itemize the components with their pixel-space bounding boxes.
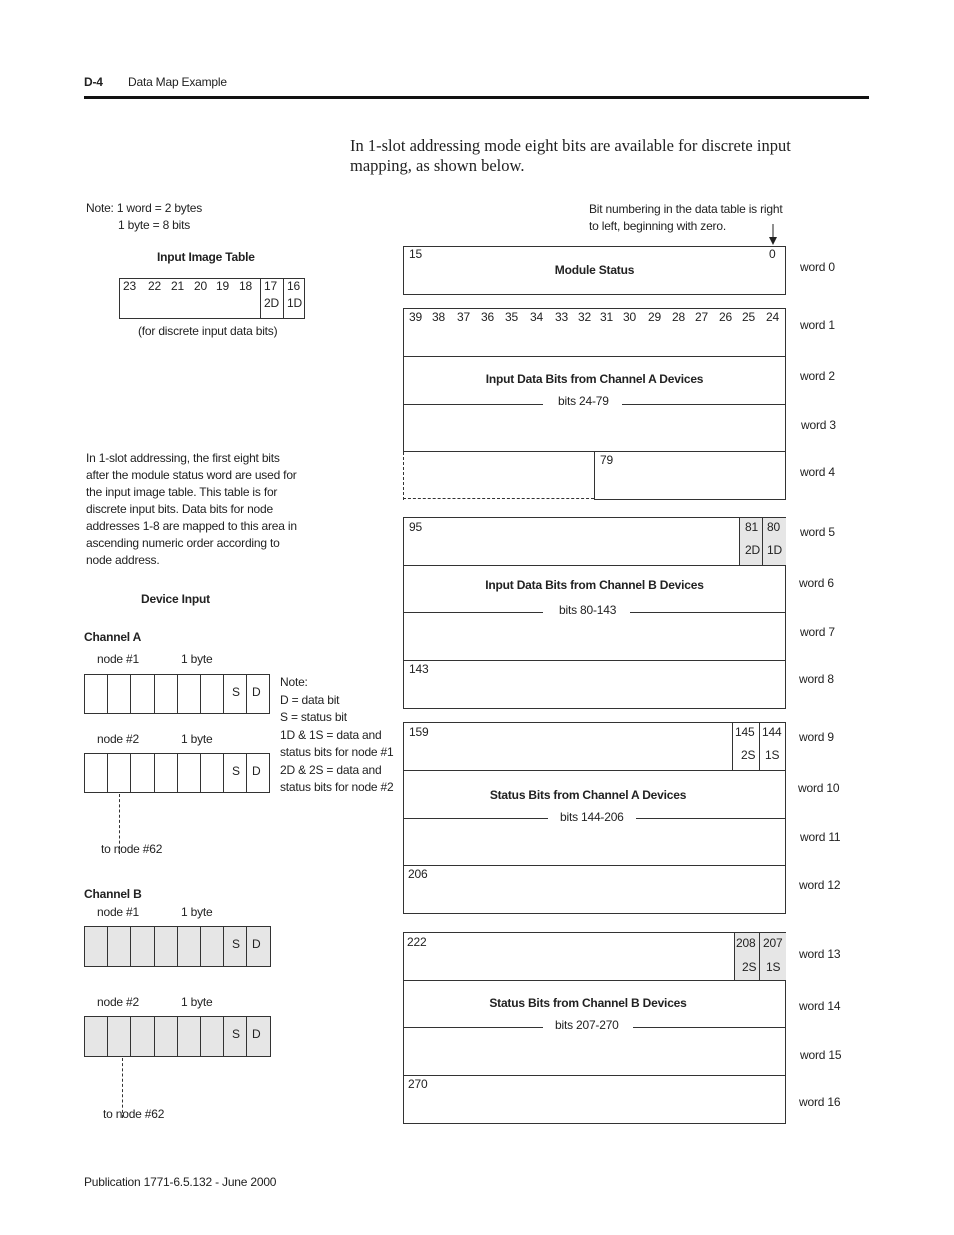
chb-node1-label: node #1 (97, 905, 139, 919)
channel-a-data-end-bit: 79 (600, 453, 613, 467)
word-label: word 2 (800, 369, 835, 383)
status-bit-label: S (232, 685, 240, 699)
channel-a-status-range: bits 144-206 (560, 810, 624, 824)
status-bit-label: S (232, 1027, 240, 1041)
word-label: word 14 (799, 999, 841, 1013)
word1-bit: 26 (719, 310, 732, 324)
note-word-line1: Note: 1 word = 2 bytes (86, 201, 202, 215)
iit-bit: 19 (216, 279, 229, 293)
channel-a-status-end-bit: 206 (408, 867, 428, 881)
cha-node1-byte: 1 byte (181, 652, 213, 666)
word-label: word 4 (800, 465, 835, 479)
word1-bit: 33 (555, 310, 568, 324)
bit207-label: 207 (763, 936, 783, 950)
data-bit-label: D (252, 764, 261, 778)
module-status-bit-low: 0 (769, 247, 776, 261)
bit144-sub: 1S (765, 748, 780, 762)
input-image-table-title: Input Image Table (157, 250, 255, 264)
cha-node2-label: node #2 (97, 732, 139, 746)
word-label: word 0 (800, 260, 835, 274)
intro-paragraph: In 1-slot addressing mode eight bits are available for discrete input mapping, as shown below. (350, 136, 791, 175)
data-bit-label: D (252, 685, 261, 699)
word-label: word 9 (799, 730, 834, 744)
chb-to-node: to node #62 (103, 1107, 165, 1121)
iit-bit: 17 (264, 279, 277, 293)
iit-divider-2 (283, 278, 284, 319)
word1-bit: 38 (432, 310, 445, 324)
iit-bit: 20 (194, 279, 207, 293)
section-title: Data Map Example (128, 75, 227, 89)
iit-bit: 18 (239, 279, 252, 293)
channel-b-status-title: Status Bits from Channel B Devices (489, 996, 687, 1010)
word-label: word 5 (800, 525, 835, 539)
arrow-down-icon (768, 224, 778, 246)
iit-bit: 22 (148, 279, 161, 293)
word-label: word 3 (801, 418, 836, 432)
word1-bit: 36 (481, 310, 494, 324)
note-word-line2: 1 byte = 8 bits (118, 218, 191, 232)
header-rule (84, 96, 869, 99)
iit-bit: 16 (287, 279, 300, 293)
word1-bit: 24 (766, 310, 779, 324)
bit81-sub: 2D (745, 543, 760, 557)
data-bit-label: D (252, 1027, 261, 1041)
iit-bit: 21 (171, 279, 184, 293)
device-input-title: Device Input (141, 592, 210, 606)
iit-caption: (for discrete input data bits) (138, 324, 278, 338)
word1-bit: 29 (648, 310, 661, 324)
cha-node2-byte: 1 byte (181, 732, 213, 746)
module-status-title: Module Status (554, 263, 635, 277)
bit-numbering-note-line1: Bit numbering in the data table is right (589, 202, 783, 216)
word1-bit: 37 (457, 310, 470, 324)
chb-node1-byte: 1 byte (181, 905, 213, 919)
word1-bit: 35 (505, 310, 518, 324)
iit-divider-1 (260, 278, 261, 319)
bit208-label: 208 (736, 936, 756, 950)
word-label: word 12 (799, 878, 841, 892)
chb-node2-byte: 1 byte (181, 995, 213, 1009)
channel-b-status-range: bits 207-270 (555, 1018, 619, 1032)
channel-a-status-start-bit: 159 (409, 725, 429, 739)
word-label: word 10 (798, 781, 840, 795)
word4-dashed-bottom (403, 498, 594, 499)
word1-bit: 39 (409, 310, 422, 324)
channel-b-status-end-bit: 270 (408, 1077, 428, 1091)
channel-b-status-start-bit: 222 (407, 935, 427, 949)
iit-bit: 23 (123, 279, 136, 293)
footer-publication: Publication 1771-6.5.132 - June 2000 (84, 1175, 277, 1189)
word-label: word 8 (799, 672, 834, 686)
bit80-sub: 1D (767, 543, 782, 557)
bit145-label: 145 (735, 725, 755, 739)
bit81-label: 81 (745, 520, 758, 534)
bit144-label: 144 (762, 725, 782, 739)
word-label: word 1 (800, 318, 835, 332)
bit207-sub: 1S (766, 960, 781, 974)
channel-a-status-title: Status Bits from Channel A Devices (489, 788, 687, 802)
channel-b-end-bit: 143 (409, 662, 429, 676)
channel-b-data-range: bits 80-143 (559, 603, 617, 617)
word-label: word 16 (799, 1095, 841, 1109)
word1-bit: 34 (530, 310, 543, 324)
word-label: word 11 (800, 830, 841, 844)
word4-dashed-left (403, 452, 404, 500)
channel-a-title: Channel A (84, 630, 142, 644)
chb-node2-label: node #2 (97, 995, 139, 1009)
word-label: word 13 (799, 947, 841, 961)
module-status-bit-high: 15 (409, 247, 422, 261)
word1-bit: 28 (672, 310, 685, 324)
channel-a-data-title: Input Data Bits from Channel A Devices (485, 372, 704, 386)
iit-bit-sub: 2D (264, 296, 279, 310)
word1-bit: 30 (623, 310, 636, 324)
status-bit-label: S (232, 764, 240, 778)
iit-bit-sub: 1D (287, 296, 302, 310)
status-bit-label: S (232, 937, 240, 951)
channel-b-title: Channel B (84, 887, 142, 901)
channel-b-data-title: Input Data Bits from Channel B Devices (485, 578, 704, 592)
word-label: word 7 (800, 625, 835, 639)
page-number: D-4 (84, 75, 103, 89)
slot-addressing-paragraph: In 1-slot addressing, the first eight bits after the module status word are used for the input image table. This table is for discrete input bits. Data bits for node addresses 1-8 are mapped to this area in ascending numeric order according to node address. (86, 451, 297, 567)
word1-bit: 27 (695, 310, 708, 324)
channel-a-data-range: bits 24-79 (558, 394, 609, 408)
data-bit-label: D (252, 937, 261, 951)
bit208-sub: 2S (742, 960, 757, 974)
word1-bit: 32 (578, 310, 591, 324)
bit145-sub: 2S (741, 748, 756, 762)
channel-b-start-bit: 95 (409, 520, 422, 534)
cha-to-node: to node #62 (101, 842, 163, 856)
bit-numbering-note-line2: to left, beginning with zero. (589, 219, 726, 233)
bit80-label: 80 (767, 520, 780, 534)
bit-legend: Note: D = data bit S = status bit 1D & 1S = data and status bits for node #1 2D & 2S = data and status bits for node #2 (280, 675, 394, 794)
word-label: word 15 (800, 1048, 842, 1062)
word-label: word 6 (799, 576, 834, 590)
word1-bit: 31 (600, 310, 613, 324)
cha-node1-label: node #1 (97, 652, 139, 666)
word1-bit: 25 (742, 310, 755, 324)
